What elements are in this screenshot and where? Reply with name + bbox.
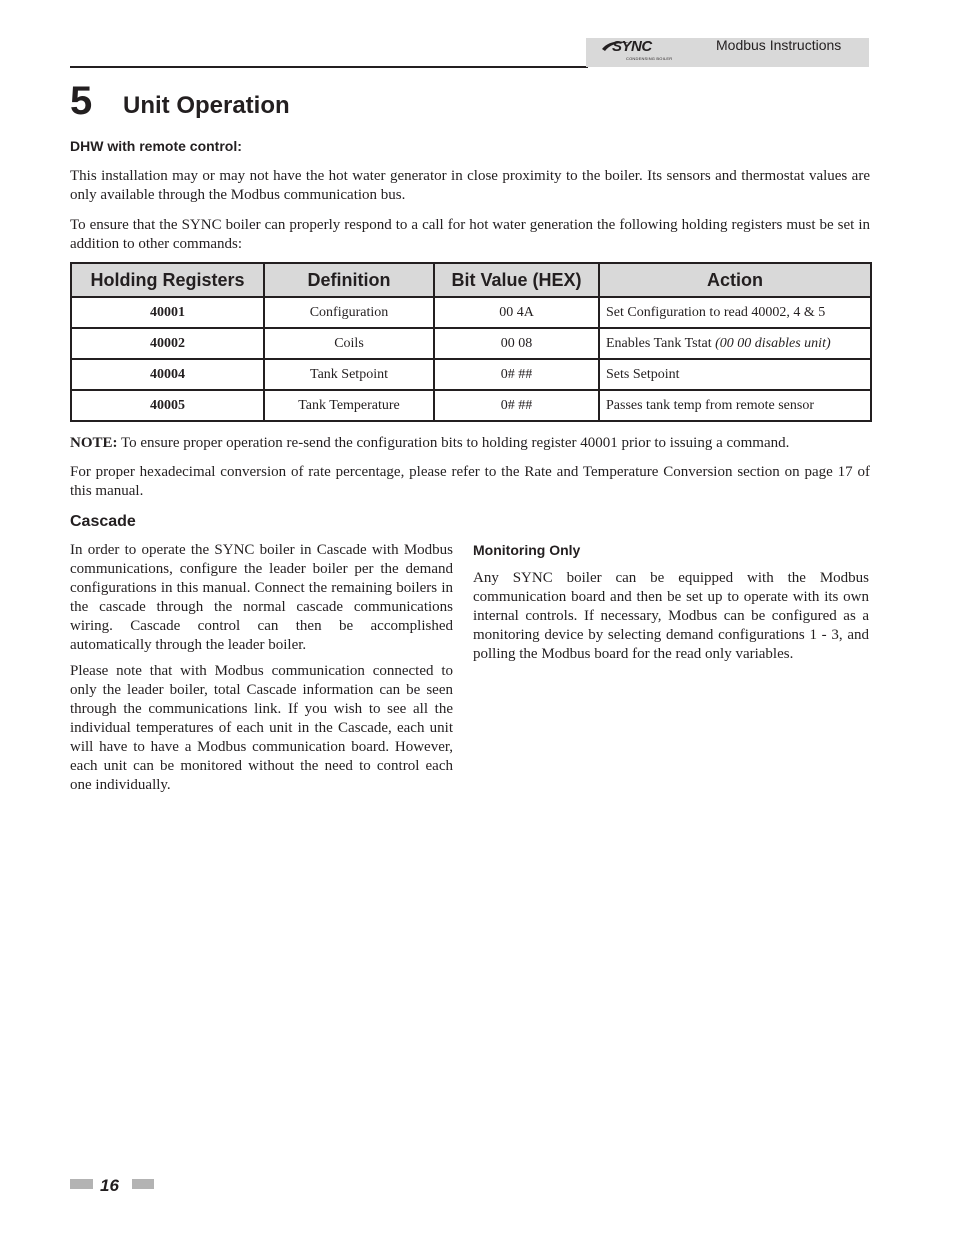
table-row xyxy=(71,359,871,390)
column-header: Bit Value (HEX) xyxy=(434,263,599,297)
register-cell: 40002 xyxy=(71,328,264,359)
action-cell xyxy=(599,359,871,390)
bit-value-cell: 00 08 xyxy=(434,328,599,359)
monitoring-paragraph: Any SYNC boiler can be equipped with the Modbus communication board and then be set up to operate with its own internal controls. If necessary, Modbus can be configured as a monitoring device by selecting demand configurations 1 - 3, and polling the Modbus board for the read only variables. xyxy=(473,570,869,662)
cascade-paragraph-2: Please note that with Modbus communication connected to only the leader boiler, total Cascade information can be seen through the communications link. If you wish to see all the individual temperatures of each unit in the Cascade, each unit will have to have a Modbus communication board. However, each unit can be monitored without the need to control each one individually. xyxy=(70,663,453,793)
table-row xyxy=(71,297,871,328)
column-header: Action xyxy=(599,263,871,297)
column-header: Holding Registers xyxy=(71,263,264,297)
action-text: Sets Setpoint xyxy=(606,366,680,382)
page-number: 16 xyxy=(100,1176,119,1195)
footer-bar-right xyxy=(132,1179,154,1189)
dhw-paragraph-2: To ensure that the SYNC boiler can properly respond to a call for hot water generation the following holding registers must be set in addition to other commands: xyxy=(70,217,870,252)
action-text: Set Configuration to read 40002, 4 & 5 xyxy=(606,304,826,320)
section-title: Unit Operation xyxy=(123,92,290,119)
bit-value-cell: 0# ## xyxy=(434,390,599,421)
header-rule xyxy=(70,66,588,68)
register-cell: 40001 xyxy=(71,297,264,328)
register-cell: 40004 xyxy=(71,359,264,390)
logo-text: SYNC xyxy=(612,38,652,55)
action-note: (00 00 disables unit) xyxy=(715,335,831,351)
action-cell xyxy=(599,328,871,359)
definition-cell: Tank Setpoint xyxy=(264,359,434,390)
holding-registers-table xyxy=(70,262,872,422)
logo-subtext: CONDENSING BOILER xyxy=(626,56,673,61)
definition-cell: Coils xyxy=(264,328,434,359)
doc-title: Modbus Instructions xyxy=(716,37,842,53)
cascade-paragraph-1: In order to operate the SYNC boiler in Cascade with Modbus communications, configure the leader boiler per the demand configurations in this manual. Connect the remaining boilers in the cascade through the normal cascade communications wiring. Cascade control can then be accomplished automatically through the leader boiler. xyxy=(70,542,453,653)
dhw-heading: DHW with remote control: xyxy=(70,138,242,154)
bit-value-cell: 00 4A xyxy=(434,297,599,328)
register-cell: 40005 xyxy=(71,390,264,421)
column-header: Definition xyxy=(264,263,434,297)
note-text: To ensure proper operation re-send the configuration bits to holding register 40001 prior to issuing a command. xyxy=(117,435,790,451)
note-label: NOTE: xyxy=(70,435,118,451)
action-cell xyxy=(599,390,871,421)
cascade-heading: Cascade xyxy=(70,513,136,530)
action-text: Enables Tank Tstat xyxy=(606,335,716,351)
table-header-row xyxy=(71,263,871,297)
definition-cell: Tank Temperature xyxy=(264,390,434,421)
table-row xyxy=(71,390,871,421)
footer-bar-left xyxy=(70,1179,93,1189)
action-cell xyxy=(599,297,871,328)
action-text: Passes tank temp from remote sensor xyxy=(606,397,815,413)
conversion-paragraph: For proper hexadecimal conversion of rate percentage, please refer to the Rate and Temperature Conversion section on page 17 of this manual. xyxy=(70,464,870,499)
bit-value-cell: 0# ## xyxy=(434,359,599,390)
note-paragraph xyxy=(70,434,870,453)
dhw-paragraph-1: This installation may or may not have the hot water generator in close proximity to the boiler. Its sensors and thermostat values are only available through the Modbus communication bus. xyxy=(70,168,870,203)
section-number: 5 xyxy=(70,79,93,123)
definition-cell: Configuration xyxy=(264,297,434,328)
monitoring-heading: Monitoring Only xyxy=(473,542,581,558)
table-row xyxy=(71,328,871,359)
